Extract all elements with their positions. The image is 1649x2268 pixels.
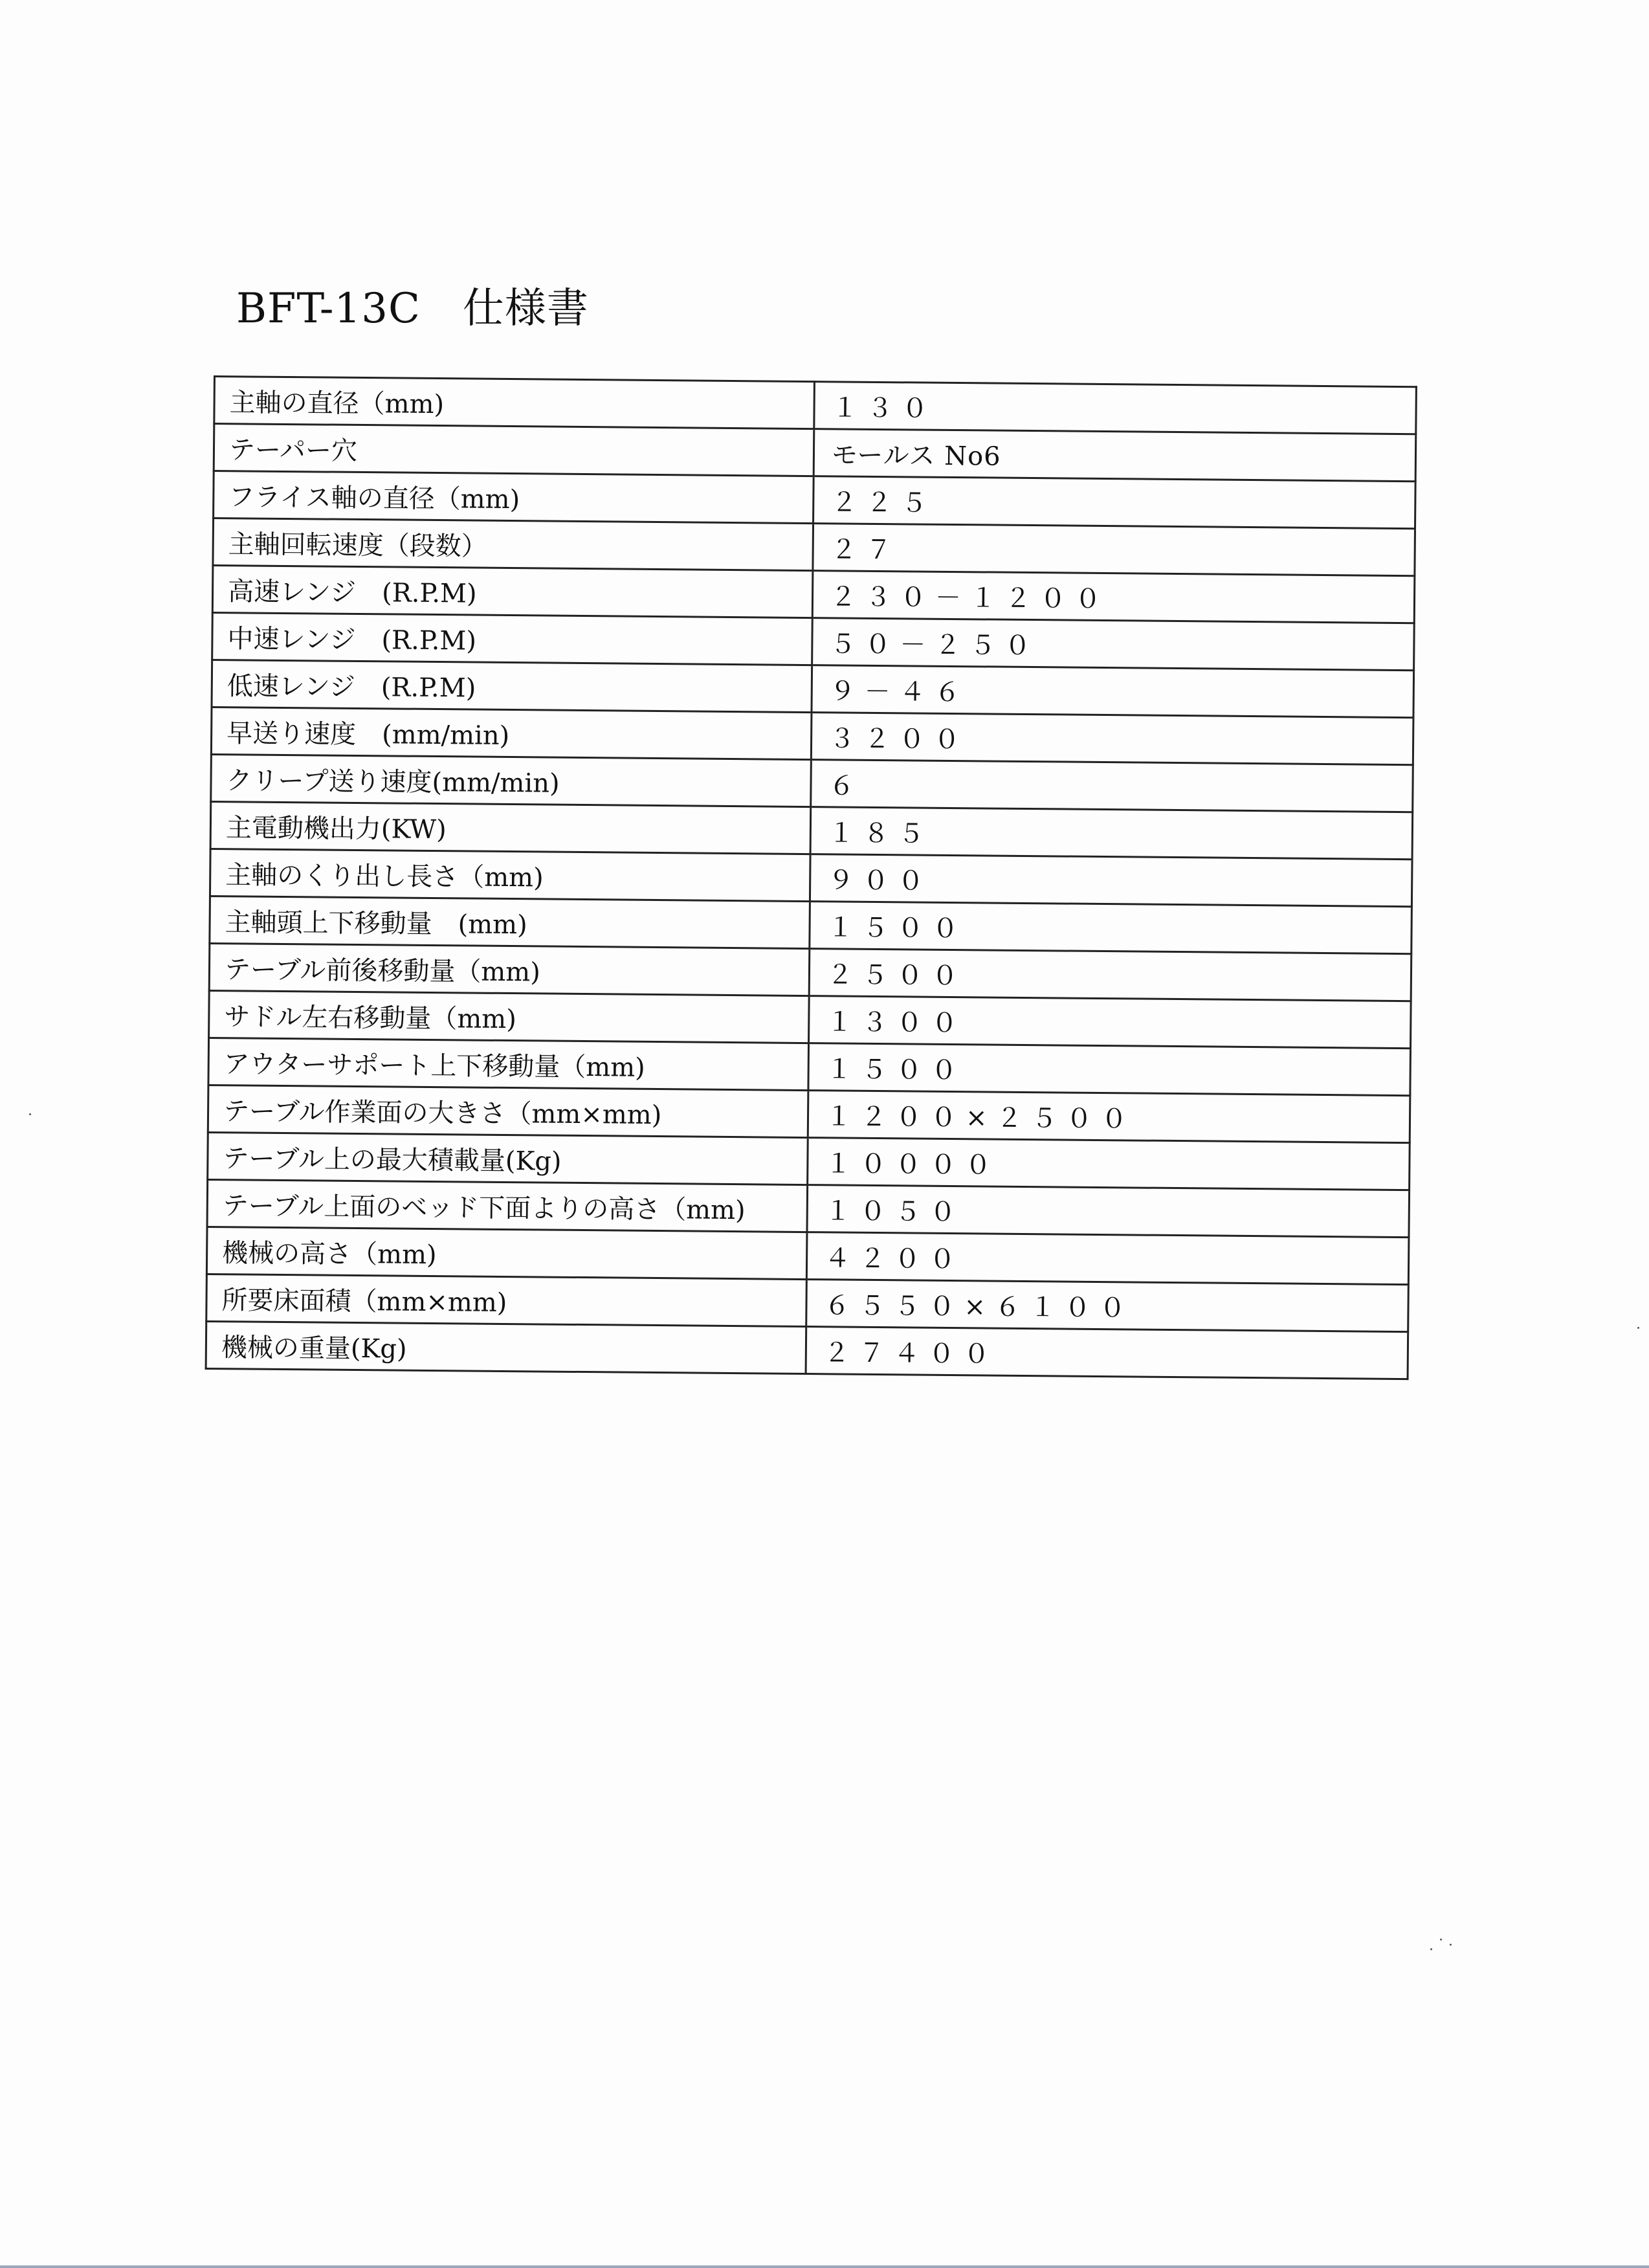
spec-value: １２００×２５００ bbox=[808, 1091, 1410, 1143]
spec-value: ３２００ bbox=[811, 713, 1413, 765]
spec-label: テーブル上の最大積載量(Kg) bbox=[208, 1132, 808, 1184]
spec-value: ６ bbox=[811, 760, 1413, 812]
spec-label: 所要床面積（mm×mm) bbox=[206, 1274, 807, 1326]
scan-speck bbox=[1430, 1948, 1432, 1950]
spec-value: １８５ bbox=[810, 807, 1413, 860]
spec-label: テーブル上面のベッド下面よりの高さ（mm) bbox=[207, 1179, 808, 1232]
spec-label: テーパー穴 bbox=[214, 424, 814, 476]
spec-table-grid bbox=[205, 375, 1417, 1380]
spec-label: 高速レンジ (R.P.M) bbox=[212, 566, 813, 618]
spec-value: モールス No6 bbox=[813, 429, 1416, 482]
spec-value: ９－４６ bbox=[812, 665, 1414, 718]
spec-label: 主軸回転速度（段数） bbox=[213, 518, 813, 571]
spec-value: ２７４００ bbox=[806, 1327, 1408, 1379]
page-title: BFT-13C 仕様書 bbox=[236, 285, 589, 333]
spec-label: テーブル作業面の大きさ（mm×mm) bbox=[208, 1085, 808, 1137]
spec-label: アウターサポート上下移動量（mm) bbox=[208, 1038, 809, 1090]
spec-label: 主軸の直径（mm) bbox=[214, 377, 815, 429]
spec-label: 主軸頭上下移動量 (mm) bbox=[210, 896, 810, 948]
spec-label: 低速レンジ (R.P.M) bbox=[212, 660, 812, 712]
spec-label: フライス軸の直径（mm) bbox=[214, 471, 814, 524]
spec-label: テーブル前後移動量（mm) bbox=[209, 943, 810, 995]
scan-speck bbox=[29, 1113, 31, 1115]
spec-table bbox=[205, 375, 1417, 1380]
table-row bbox=[206, 1321, 1408, 1379]
spec-label: 機械の高さ（mm) bbox=[206, 1227, 807, 1279]
spec-value: １０５０ bbox=[807, 1185, 1410, 1238]
spec-label: サドル左右移動量（mm) bbox=[209, 990, 810, 1043]
spec-label: 中速レンジ (R.P.M) bbox=[212, 612, 813, 665]
spec-value: ６５５０×６１００ bbox=[806, 1280, 1409, 1332]
spec-value: １５００ bbox=[808, 1043, 1411, 1096]
spec-value: ４２００ bbox=[806, 1232, 1409, 1285]
spec-value: ２３０－１２００ bbox=[812, 571, 1415, 623]
spec-label: 主軸のくり出し長さ（mm) bbox=[210, 849, 810, 901]
spec-value: ９００ bbox=[810, 854, 1412, 907]
spec-label: 機械の重量(Kg) bbox=[206, 1321, 806, 1373]
spec-label: クリープ送り速度(mm/min) bbox=[211, 754, 812, 806]
spec-label: 主電動機出力(KW) bbox=[210, 801, 811, 854]
spec-value: １３００ bbox=[809, 996, 1411, 1049]
scan-edge bbox=[0, 2265, 1649, 2268]
spec-label: 早送り速度 (mm/min) bbox=[211, 707, 812, 759]
scan-speck bbox=[1440, 1939, 1442, 1940]
scan-speck bbox=[1637, 1327, 1639, 1329]
spec-value: ２２５ bbox=[813, 476, 1416, 529]
spec-value: ２７ bbox=[813, 524, 1415, 576]
spec-value: １３０ bbox=[814, 382, 1417, 434]
scan-speck bbox=[1450, 1944, 1452, 1946]
spec-value: １００００ bbox=[808, 1138, 1410, 1190]
spec-value: ２５００ bbox=[809, 949, 1411, 1001]
spec-value: １５００ bbox=[810, 902, 1412, 954]
spec-value: ５０－２５０ bbox=[812, 618, 1415, 671]
